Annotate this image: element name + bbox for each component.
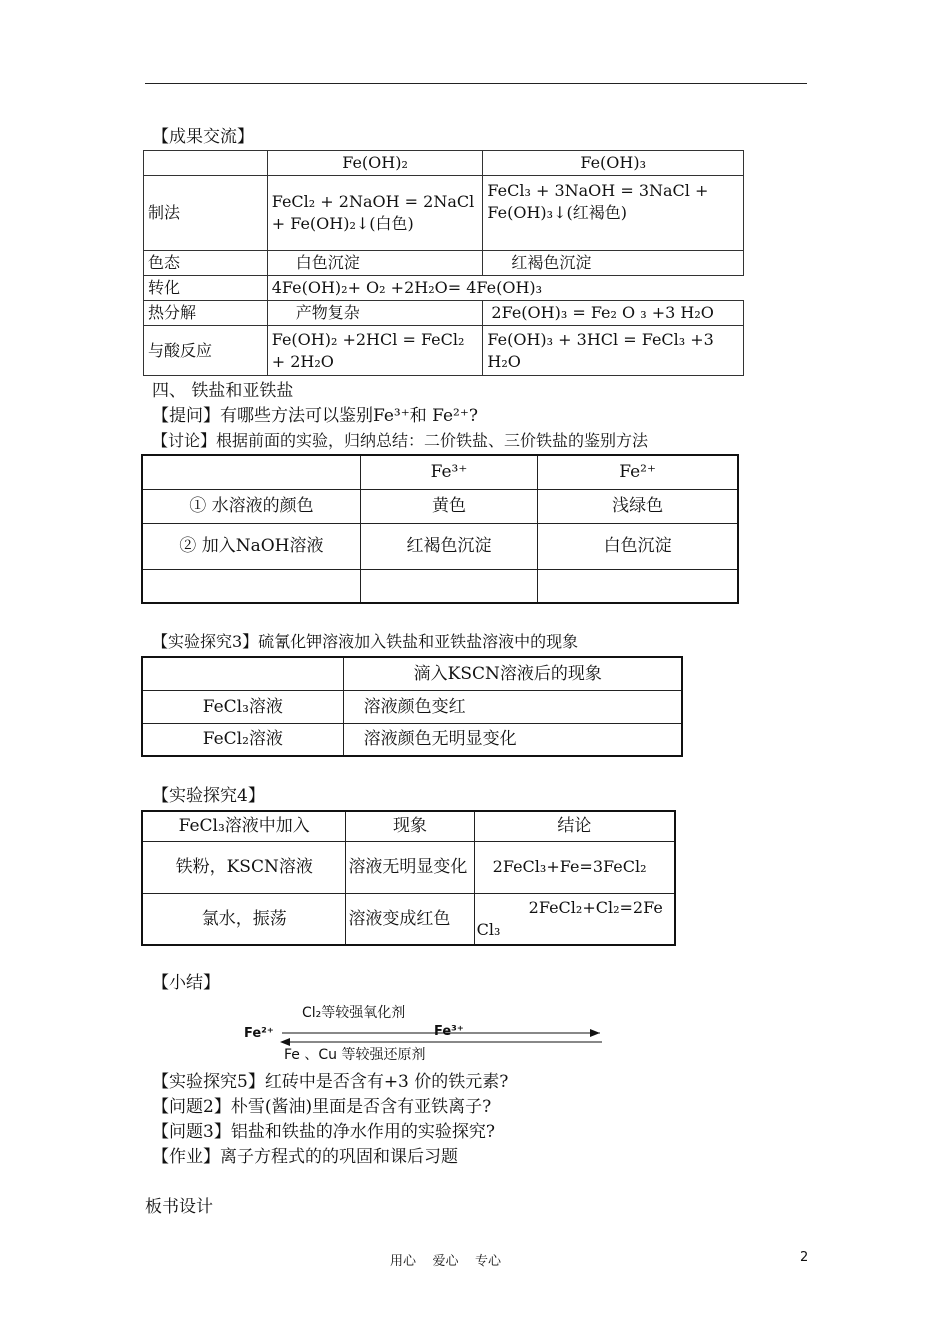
page-number: 2 <box>800 1250 809 1265</box>
board-design-heading: 板书设计 <box>145 1197 213 1217</box>
table-cell: 黄色 <box>360 489 537 523</box>
table-cell <box>360 569 537 603</box>
oxidant-label: Cl₂等较强氧化剂 <box>302 1005 406 1021</box>
experiment-3-title: 【实验探究3】硫氰化钾溶液加入铁盐和亚铁盐溶液中的现象 <box>152 632 579 651</box>
row-label: FeCl₂溶液 <box>142 723 343 756</box>
table-cell: 溶液变成红色 <box>346 893 474 945</box>
table-cell <box>142 455 360 489</box>
row-label: 色态 <box>144 251 268 276</box>
header-rule <box>145 83 807 84</box>
col-header-fe-oh-3: Fe(OH)₃ <box>483 151 744 176</box>
table-cell <box>144 151 268 176</box>
table-cell: 浅绿色 <box>538 489 738 523</box>
kscn-table <box>141 656 683 757</box>
row-label: 热分解 <box>144 301 268 326</box>
table-cell: 溶液颜色变红 <box>343 690 682 723</box>
table-cell <box>142 569 360 603</box>
row-label: FeCl₃溶液 <box>142 690 343 723</box>
table-cell: 红褐色沉淀 <box>483 251 744 276</box>
table-cell: FeCl₃ + 3NaOH = 3NaCl + Fe(OH)₃↓(红褐色) <box>483 176 744 251</box>
table-cell: Fe(OH)₂ +2HCl = FeCl₂ + 2H₂O <box>267 326 483 376</box>
identification-table <box>141 454 739 604</box>
row-label: 转化 <box>144 276 268 301</box>
table-cell: FeCl₂ + 2NaOH = 2NaCl + Fe(OH)₂↓(白色) <box>267 176 483 251</box>
summary-heading: 【小结】 <box>152 973 220 993</box>
row-label: ① 水溶液的颜色 <box>142 489 360 523</box>
table-cell <box>538 569 738 603</box>
discussion-line: 【讨论】根据前面的实验，归纳总结：二价铁盐、三价铁盐的鉴别方法 <box>152 431 649 450</box>
table-cell: 2FeCl₃+Fe=3FeCl₂ <box>474 841 675 893</box>
table-cell: Fe(OH)₃ + 3HCl = FeCl₃ +3 H₂O <box>483 326 744 376</box>
col-header-fe3: Fe³⁺ <box>360 455 537 489</box>
reductant-label: Fe 、Cu 等较强还原剂 <box>284 1047 426 1063</box>
row-label: 制法 <box>144 176 268 251</box>
hydroxide-comparison-table <box>143 150 744 376</box>
col-header-added: FeCl₃溶液中加入 <box>142 811 346 841</box>
fe2-label: Fe²⁺ <box>244 1026 274 1041</box>
row-label: ② 加入NaOH溶液 <box>142 523 360 569</box>
question-line: 【提问】有哪些方法可以鉴别Fe³⁺和 Fe²⁺? <box>152 406 478 426</box>
table-cell: 溶液无明显变化 <box>346 841 474 893</box>
table-cell: 产物复杂 <box>267 301 483 326</box>
experiment-4-title: 【实验探究4】 <box>152 786 265 806</box>
redox-diagram <box>240 1000 620 1070</box>
table-cell: 白色沉淀 <box>267 251 483 276</box>
table-cell: 溶液颜色无明显变化 <box>343 723 682 756</box>
section-results-heading: 【成果交流】 <box>152 127 254 147</box>
row-label: 与酸反应 <box>144 326 268 376</box>
table-cell: 2Fe(OH)₃ = Fe₂ O ₃ +3 H₂O <box>483 301 744 326</box>
col-header-fe-oh-2: Fe(OH)₂ <box>267 151 483 176</box>
col-header-conclusion: 结论 <box>474 811 675 841</box>
forward-arrowhead <box>590 1029 600 1037</box>
table-cell: 铁粉，KSCN溶液 <box>142 841 346 893</box>
section-four-heading: 四、 铁盐和亚铁盐 <box>152 381 294 401</box>
question-3-line: 【问题3】铝盐和铁盐的净水作用的实验探究? <box>152 1122 495 1142</box>
question-2-line: 【问题2】朴雪(酱油)里面是否含有亚铁离子? <box>152 1097 492 1117</box>
table-cell <box>142 657 343 690</box>
table-cell: 氯水，振荡 <box>142 893 346 945</box>
footer-motto: 用心 爱心 专心 <box>390 1254 502 1269</box>
table-cell: 白色沉淀 <box>538 523 738 569</box>
experiment-4-table <box>141 810 676 946</box>
table-cell: 2FeCl₂+Cl₂=2FeCl₃ <box>474 893 675 945</box>
table-cell: 4Fe(OH)₂+ O₂ +2H₂O= 4Fe(OH)₃ <box>267 276 743 301</box>
fe3-label: Fe³⁺ <box>434 1024 464 1039</box>
col-header-kscn: 滴入KSCN溶液后的现象 <box>343 657 682 690</box>
experiment-5-line: 【实验探究5】红砖中是否含有+3 价的铁元素? <box>152 1072 509 1092</box>
table-cell: 红褐色沉淀 <box>360 523 537 569</box>
homework-line: 【作业】离子方程式的的巩固和课后习题 <box>152 1147 458 1167</box>
col-header-phenomenon: 现象 <box>346 811 474 841</box>
col-header-fe2: Fe²⁺ <box>538 455 738 489</box>
